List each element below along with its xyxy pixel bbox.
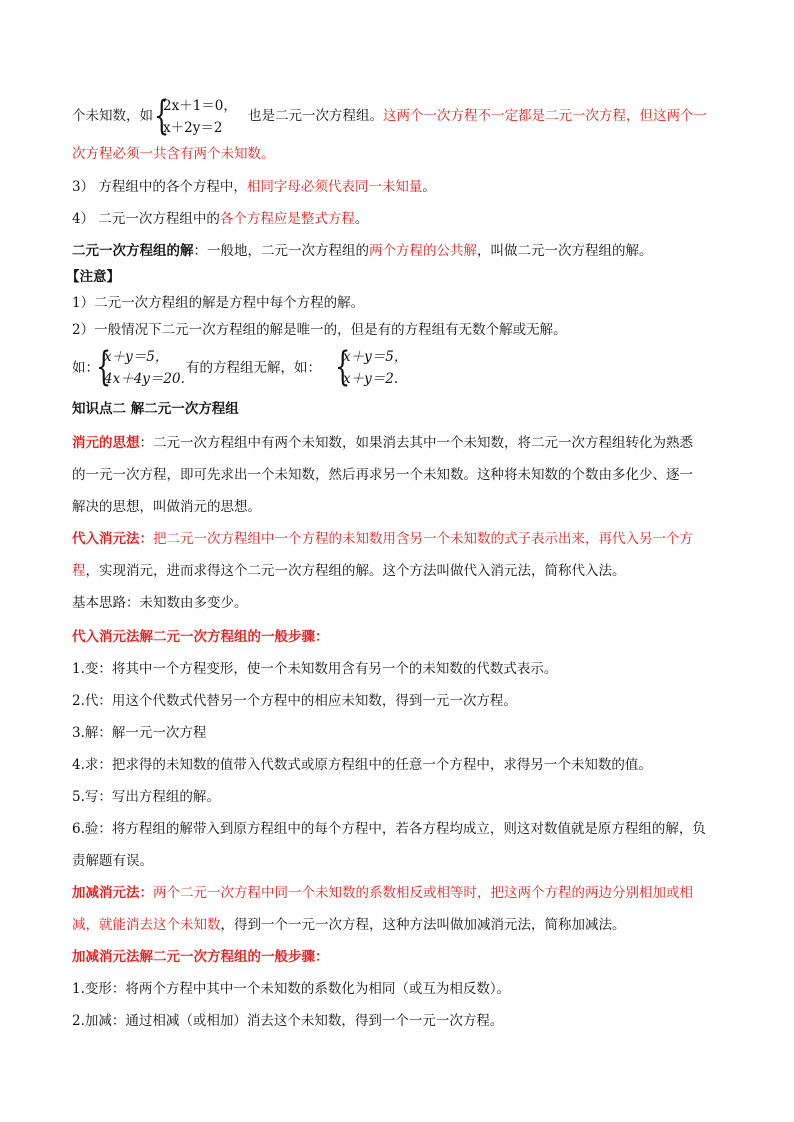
solution-term: 二元一次方程组的解 (72, 243, 194, 259)
item-3 (72, 178, 436, 196)
sub-text-2: ，实现消元，进而求得这个二元一次方程组的解。这个方法叫做代入消元法，简称代入法。 (85, 563, 626, 579)
sub-red-2: 程 (72, 563, 86, 579)
sub-label: 代入消元法： (72, 531, 153, 547)
add-steps-title: 加减消元法解二元一次方程组的一般步骤： (72, 949, 329, 965)
item4-red: 各个方程应是整式方程 (219, 211, 355, 227)
sub-line-1 (72, 530, 693, 548)
solution-definition (72, 242, 653, 260)
sub-red-1: 把二元一次方程组中一个方程的未知数用含另一个未知数的式子表示出来，再代入另一个方 (153, 531, 693, 547)
item4-suffix: 。 (354, 211, 369, 227)
sub-steps-title: 代入消元法解二元一次方程组的一般步骤： (72, 629, 329, 645)
intro-line-rest (248, 107, 707, 125)
elim-label: 消元的思想 (72, 435, 140, 451)
system-eq1: 2x＋1＝0， (163, 98, 237, 114)
add-red-1: 两个二元一次方程中同一个未知数的系数相反或相等时，把这两个方程的两边分别相加或相 (153, 885, 693, 901)
elim-line-2: 的一元一次方程，即可先求出一个未知数，然后再求另一个未知数。这种将未知数的个数由多化少、逐一 (72, 467, 693, 483)
section-title: 知识点二 解二元一次方程组 (72, 401, 239, 417)
elim-line-3: 解决的思想，叫做消元的思想。 (72, 499, 261, 515)
item3-red: 相同字母必须代表同一未知量 (246, 179, 423, 195)
intro-red2: 次方程必须一共含有两个未知数。 (72, 146, 275, 162)
item4-prefix: 4） 二元一次方程组中的 (72, 211, 220, 227)
sub-step-3: 3.解：解一元一次方程 (72, 725, 207, 741)
example1-eq1: x＋y＝5， (104, 349, 169, 365)
add-step-1: 1.变形：将两个方程中其中一个未知数的系数化为相同（或互为相反数）。 (72, 981, 511, 997)
add-line-2 (72, 916, 626, 934)
example-prefix: 如： (72, 360, 99, 376)
add-red-2: 减，就能消去这个未知数 (72, 917, 221, 933)
elim-text-1: ：二元一次方程组中有两个未知数，如果消去其中一个未知数，将二元一次方程组转化为熟悉 (139, 435, 693, 451)
solution-red: 两个方程的公共解 (369, 243, 477, 259)
example2-eq2: x＋y＝2. (343, 371, 399, 387)
sub-step-6a: 6.验：将方程组的解带入到原方程组中的每个方程中，若各方程均成立，则这对数值就是原方程组的解，负 (72, 821, 706, 837)
sub-step-6b: 责解题有误。 (72, 853, 153, 869)
brace-symbol: { (96, 344, 112, 390)
sub-step-4: 4.求：把求得的未知数的值带入代数式或原方程组中的任意一个方程中，求得另一个未知数的值。 (72, 757, 652, 773)
item3-suffix: 。 (422, 179, 436, 195)
sub-step-2: 2.代：用这个代数式代替另一个方程中的相应未知数，得到一元一次方程。 (72, 693, 517, 709)
sub-step-5: 5.写：写出方程组的解。 (72, 789, 220, 805)
note-1: 1）二元一次方程组的解是方程中每个方程的解。 (72, 295, 365, 311)
add-step-2: 2.加减：通过相减（或相加）消去这个未知数，得到一个一元一次方程。 (72, 1013, 504, 1029)
intro-red1: 这两个一次方程不一定都是二元一次方程，但这两个一 (383, 108, 707, 124)
item3-prefix: 3） 方程组中的各个方程中， (72, 179, 247, 195)
sub-step-1: 1.变：将其中一个方程变形，使一个未知数用含有另一个的未知数的代数式表示。 (72, 661, 558, 677)
solution-text2: ，叫做二元一次方程组的解。 (477, 243, 653, 259)
example2-eq1: x＋y＝5， (343, 349, 408, 365)
add-text-2: ，得到一个一元一次方程，这种方法叫做加减消元法，简称加减法。 (220, 917, 626, 933)
example-mid: 有的方程组无解，如： (186, 360, 321, 376)
elim-line-1 (72, 434, 693, 452)
sub-idea: 基本思路：未知数由多变少。 (72, 595, 248, 611)
item-4 (72, 210, 368, 228)
add-line-1 (72, 884, 693, 902)
brace-symbol: { (335, 344, 351, 390)
intro-line (72, 107, 153, 125)
sub-line-2 (72, 562, 626, 580)
intro-mid: 也是二元一次方程组。 (248, 108, 383, 124)
system-eq2: x＋2y＝2 (163, 120, 223, 136)
note-2: 2）一般情况下二元一次方程组的解是唯一的，但是有的方程组有无数个解或无解。 (72, 322, 567, 338)
example1-eq2: 4x＋4y＝20. (104, 371, 185, 387)
brace-symbol: { (154, 93, 170, 139)
add-label: 加减消元法： (72, 885, 153, 901)
note-title: 【注意】 (66, 269, 120, 285)
intro-prefix: 个未知数，如 (72, 108, 153, 124)
solution-text1: ：一般地，二元一次方程组的 (193, 243, 369, 259)
